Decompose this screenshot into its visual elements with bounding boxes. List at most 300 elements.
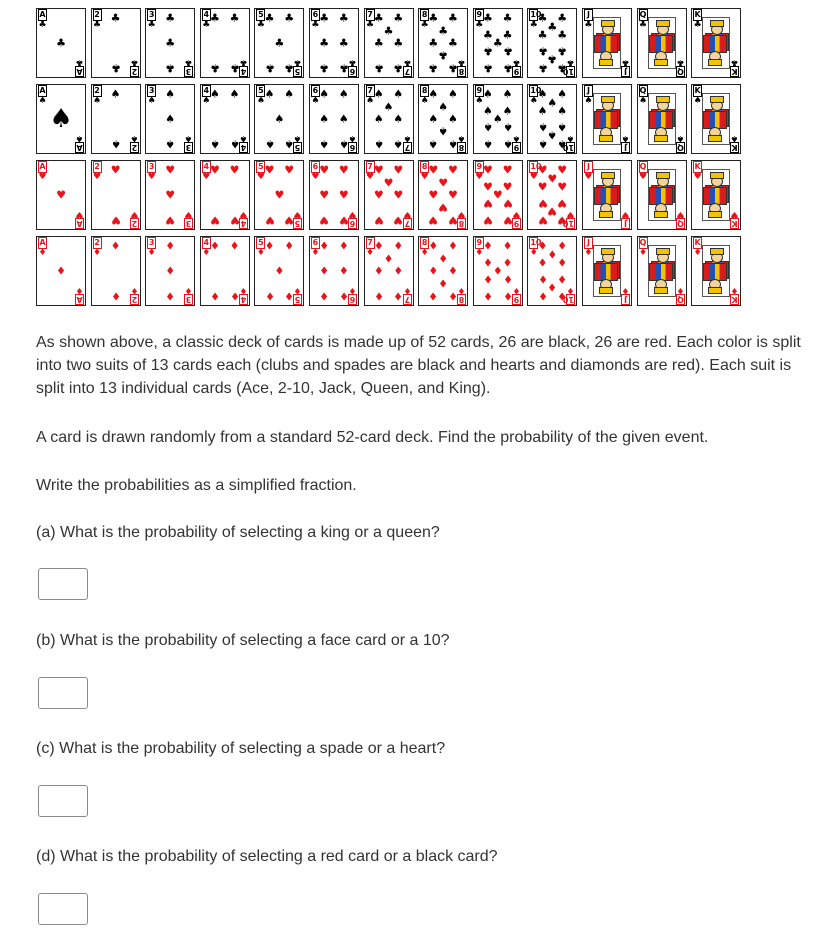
- spades-pip-icon: ♠: [393, 87, 404, 101]
- clubs-pip-icon: ♣: [448, 11, 458, 25]
- spades-pip-icon: ♠: [483, 87, 493, 101]
- playing-card: [637, 236, 687, 306]
- hearts-pip-icon: ♥: [557, 213, 568, 227]
- face-card-figure: [702, 245, 730, 297]
- clubs-pip-icon: ♣: [393, 61, 404, 75]
- face-card-figure: [648, 245, 676, 297]
- diamonds-pip-icon: ♦: [393, 289, 404, 303]
- card-corner-index: 4 ♠: [202, 86, 211, 106]
- card-corner-index-bottom: J ♦: [621, 285, 630, 304]
- card-corner-index: K ♠: [693, 86, 702, 106]
- hearts-pip-icon: ♥: [557, 180, 568, 194]
- playing-card: [200, 84, 250, 154]
- spades-pip-icon: ♠: [210, 137, 220, 151]
- diamonds-pip-icon: ♦: [338, 264, 349, 278]
- card-corner-index: Q ♠: [638, 86, 648, 106]
- diamonds-pip-icon: ♦: [537, 239, 548, 253]
- spades-pip-icon: ♠: [428, 87, 439, 101]
- hearts-pip-icon: ♥: [284, 213, 295, 227]
- clubs-pip-icon: ♣: [483, 28, 493, 42]
- clubs-pip-icon: ♣: [165, 11, 176, 25]
- spades-pip-icon: ♠: [483, 137, 493, 151]
- part-c-label: (c) What is the probability of selecting a spade or a heart?: [36, 740, 446, 757]
- spades-pip-icon: ♠: [373, 112, 384, 126]
- playing-card: [364, 84, 414, 154]
- clubs-pip-icon: ♣: [483, 61, 493, 75]
- clubs-pip-icon: ♣: [557, 28, 568, 42]
- playing-card: [36, 8, 86, 78]
- clubs-pip-icon: ♣: [165, 36, 176, 50]
- clubs-pip-icon: ♣: [373, 36, 384, 50]
- clubs-pip-icon: ♣: [483, 44, 493, 58]
- card-corner-index-bottom: 7 ♠: [403, 133, 412, 152]
- hearts-pip-icon: ♥: [438, 176, 449, 190]
- diamonds-pip-icon: ♦: [393, 264, 404, 278]
- card-corner-index-bottom: K ♥: [730, 209, 739, 228]
- card-corner-index-bottom: A ♣: [75, 57, 84, 76]
- diamonds-pip-icon: ♦: [264, 239, 275, 253]
- playing-card: [254, 236, 304, 306]
- card-corner-index-bottom: 3 ♣: [184, 57, 193, 76]
- playing-card: [582, 8, 632, 78]
- card-corner-index-bottom: Q ♣: [676, 57, 685, 76]
- card-corner-index: 6 ♠: [311, 86, 320, 106]
- instruction-text: Write the probabilities as a simplified fraction.: [36, 477, 357, 494]
- playing-card: [200, 160, 250, 230]
- card-corner-index-bottom: 7 ♦: [403, 285, 412, 304]
- card-deck-image: [36, 8, 746, 312]
- card-corner-index: K ♥: [693, 162, 702, 182]
- spades-pip-icon: ♠: [165, 137, 176, 151]
- spades-pip-icon: ♠: [229, 87, 240, 101]
- card-corner-index: 8 ♥: [420, 162, 429, 182]
- hearts-pip-icon: ♥: [428, 163, 439, 177]
- clubs-pip-icon: ♣: [274, 36, 285, 50]
- card-corner-index-bottom: 5 ♥: [293, 209, 302, 228]
- part-d-answer-input[interactable]: [38, 893, 88, 925]
- spades-pip-icon: ♠: [264, 87, 275, 101]
- diamonds-pip-icon: ♦: [165, 264, 176, 278]
- hearts-pip-icon: ♥: [537, 180, 548, 194]
- card-corner-index: 9 ♦: [475, 238, 484, 258]
- intro-paragraph: As shown above, a classic deck of cards is made up of 52 cards, 26 are black, 26 are red. Each color is split into two suits of 13 cards each (clubs and spades are black and hearts and diamonds are red). Each suit is split into 13 individual cards (Ace, 2-10, Jack, Queen, and King).: [36, 334, 801, 397]
- card-corner-index: 8 ♦: [420, 238, 429, 258]
- card-corner-index-bottom: A ♦: [75, 285, 84, 304]
- clubs-pip-icon: ♣: [502, 44, 513, 58]
- diamonds-pip-icon: ♦: [428, 289, 439, 303]
- spades-pip-icon: ♠: [502, 87, 513, 101]
- diamonds-pip-icon: ♦: [319, 239, 330, 253]
- card-corner-index: 7 ♦: [366, 238, 375, 258]
- playing-card: [36, 236, 86, 306]
- card-corner-index: 5 ♦: [256, 238, 265, 258]
- clubs-pip-icon: ♣: [502, 28, 513, 42]
- card-row-hearts: [36, 160, 746, 230]
- diamonds-pip-icon: ♦: [428, 264, 439, 278]
- spades-pip-icon: ♠: [319, 112, 330, 126]
- card-corner-index-bottom: J ♥: [621, 209, 630, 228]
- spades-pip-icon: ♠: [383, 100, 394, 114]
- card-corner-index-bottom: 8 ♥: [457, 209, 466, 228]
- clubs-pip-icon: ♣: [264, 61, 275, 75]
- face-card-figure: [648, 169, 676, 221]
- hearts-pip-icon: ♥: [393, 163, 404, 177]
- card-corner-index-bottom: 2 ♦: [130, 285, 139, 304]
- spades-pip-icon: ♠: [319, 87, 330, 101]
- hearts-pip-icon: ♥: [502, 213, 513, 227]
- playing-card: [36, 160, 86, 230]
- card-corner-index: 2 ♦: [93, 238, 102, 258]
- spades-pip-icon: ♠: [537, 104, 548, 118]
- card-corner-index-bottom: 4 ♣: [239, 57, 248, 76]
- card-corner-index: 9 ♠: [475, 86, 484, 106]
- card-corner-index-bottom: 10 ♦: [563, 285, 575, 304]
- card-corner-index: 3 ♦: [147, 238, 156, 258]
- spades-pip-icon: ♠: [448, 87, 458, 101]
- playing-card: [418, 236, 468, 306]
- diamonds-pip-icon: ♦: [537, 256, 548, 270]
- spades-pip-icon: ♠: [502, 120, 513, 134]
- diamonds-pip-icon: ♦: [428, 239, 439, 253]
- spades-pip-icon: ♠: [284, 87, 295, 101]
- playing-card: [364, 8, 414, 78]
- card-corner-index-bottom: 7 ♣: [403, 57, 412, 76]
- playing-card: [418, 84, 468, 154]
- clubs-pip-icon: ♣: [547, 20, 558, 34]
- card-corner-index-bottom: Q ♠: [676, 133, 685, 152]
- card-corner-index: 3 ♥: [147, 162, 156, 182]
- playing-card: [473, 84, 523, 154]
- playing-card: [309, 236, 359, 306]
- diamonds-pip-icon: ♦: [338, 289, 349, 303]
- spades-pip-icon: ♠: [547, 128, 558, 142]
- diamonds-pip-icon: ♦: [319, 264, 330, 278]
- diamonds-pip-icon: ♦: [319, 289, 330, 303]
- card-corner-index: 6 ♥: [311, 162, 320, 182]
- card-corner-index-bottom: A ♠: [75, 133, 84, 152]
- hearts-pip-icon: ♥: [547, 204, 558, 218]
- card-corner-index-bottom: 3 ♠: [184, 133, 193, 152]
- card-corner-index-bottom: 5 ♦: [293, 285, 302, 304]
- spades-pip-icon: ♠: [165, 87, 176, 101]
- playing-card: [254, 160, 304, 230]
- diamonds-pip-icon: ♦: [557, 239, 568, 253]
- playing-card: [200, 236, 250, 306]
- card-corner-index-bottom: 9 ♠: [512, 133, 521, 152]
- hearts-pip-icon: ♥: [492, 188, 503, 202]
- card-corner-index: 7 ♣: [366, 10, 375, 30]
- card-corner-index: 2 ♠: [93, 86, 102, 106]
- clubs-pip-icon: ♣: [483, 11, 493, 25]
- playing-card: [473, 236, 523, 306]
- face-card-figure: [593, 169, 621, 221]
- diamonds-pip-icon: ♦: [537, 289, 548, 303]
- face-card-figure: [593, 93, 621, 145]
- hearts-pip-icon: ♥: [373, 188, 384, 202]
- clubs-pip-icon: ♣: [557, 11, 568, 25]
- hearts-pip-icon: ♥: [438, 200, 449, 214]
- card-corner-index-bottom: K ♠: [730, 133, 739, 152]
- card-corner-index: J ♦: [584, 238, 593, 258]
- clubs-pip-icon: ♣: [284, 11, 295, 25]
- playing-card: [418, 160, 468, 230]
- card-corner-index-bottom: K ♣: [730, 57, 739, 76]
- clubs-pip-icon: ♣: [319, 36, 330, 50]
- diamonds-pip-icon: ♦: [483, 289, 493, 303]
- clubs-pip-icon: ♣: [229, 61, 240, 75]
- playing-card: [582, 236, 632, 306]
- spades-pip-icon: ♠: [210, 87, 220, 101]
- playing-card: [254, 8, 304, 78]
- spades-pip-icon: ♠: [483, 120, 493, 134]
- spades-pip-icon: ♠: [502, 137, 513, 151]
- spades-pip-icon: ♠: [319, 137, 330, 151]
- diamonds-pip-icon: ♦: [557, 272, 568, 286]
- card-corner-index: 4 ♦: [202, 238, 211, 258]
- card-corner-index-bottom: Q ♥: [676, 209, 685, 228]
- clubs-pip-icon: ♣: [110, 11, 121, 25]
- playing-card: [91, 84, 141, 154]
- clubs-pip-icon: ♣: [547, 52, 558, 66]
- spades-pip-icon: ♠: [448, 112, 458, 126]
- problem-content: [36, 331, 816, 865]
- diamonds-pip-icon: ♦: [557, 256, 568, 270]
- spades-pip-icon: ♠: [229, 137, 240, 151]
- spades-pip-icon: ♠: [557, 87, 568, 101]
- diamonds-pip-icon: ♦: [557, 289, 568, 303]
- clubs-pip-icon: ♣: [319, 11, 330, 25]
- card-corner-index: A ♦: [38, 238, 47, 258]
- playing-card: [418, 8, 468, 78]
- card-corner-index-bottom: 3 ♦: [184, 285, 193, 304]
- face-card-figure: [648, 93, 676, 145]
- card-corner-index-bottom: 10 ♥: [563, 209, 575, 228]
- spades-pip-icon: ♠: [483, 104, 493, 118]
- spades-pip-icon: ♠: [537, 87, 548, 101]
- card-corner-index: 3 ♣: [147, 10, 156, 30]
- hearts-pip-icon: ♥: [210, 163, 220, 177]
- diamonds-pip-icon: ♦: [383, 252, 394, 266]
- card-corner-index: 8 ♣: [420, 10, 429, 30]
- clubs-pip-icon: ♣: [428, 61, 439, 75]
- diamonds-pip-icon: ♦: [483, 256, 493, 270]
- hearts-pip-icon: ♥: [537, 163, 548, 177]
- card-corner-index-bottom: 4 ♥: [239, 209, 248, 228]
- part-b-answer-input[interactable]: [38, 677, 88, 709]
- card-corner-index-bottom: 5 ♣: [293, 57, 302, 76]
- hearts-pip-icon: ♥: [483, 213, 493, 227]
- spades-pip-icon: ♠: [537, 120, 548, 134]
- spades-pip-icon: ♠: [338, 112, 349, 126]
- clubs-pip-icon: ♣: [229, 11, 240, 25]
- playing-card: [91, 236, 141, 306]
- clubs-pip-icon: ♣: [338, 61, 349, 75]
- card-corner-index-bottom: 2 ♠: [130, 133, 139, 152]
- spades-pip-icon: ♠: [547, 96, 558, 110]
- playing-card: [473, 160, 523, 230]
- card-corner-index: 2 ♣: [93, 10, 102, 30]
- diamonds-pip-icon: ♦: [537, 272, 548, 286]
- face-card-figure: [702, 169, 730, 221]
- hearts-pip-icon: ♥: [502, 196, 513, 210]
- clubs-pip-icon: ♣: [502, 11, 513, 25]
- clubs-pip-icon: ♣: [448, 61, 458, 75]
- clubs-pip-icon: ♣: [502, 61, 513, 75]
- hearts-pip-icon: ♥: [338, 163, 349, 177]
- diamonds-pip-icon: ♦: [373, 239, 384, 253]
- card-row-clubs: [36, 8, 746, 78]
- spades-pip-icon: ♠: [448, 137, 458, 151]
- card-corner-index: 6 ♦: [311, 238, 320, 258]
- hearts-pip-icon: ♥: [393, 188, 404, 202]
- diamonds-pip-icon: ♦: [56, 264, 66, 278]
- card-corner-index: J ♥: [584, 162, 593, 182]
- clubs-pip-icon: ♣: [557, 44, 568, 58]
- card-corner-index: 10 ♥: [529, 162, 542, 182]
- hearts-pip-icon: ♥: [537, 196, 548, 210]
- diamonds-pip-icon: ♦: [547, 280, 558, 294]
- spades-pip-icon: ♠: [502, 104, 513, 118]
- playing-card: [637, 84, 687, 154]
- clubs-pip-icon: ♣: [537, 28, 548, 42]
- spades-pip-icon: ♠: [373, 137, 384, 151]
- spades-pip-icon: ♠: [165, 112, 176, 126]
- diamonds-pip-icon: ♦: [210, 289, 220, 303]
- clubs-pip-icon: ♣: [383, 24, 394, 38]
- playing-card: [527, 236, 577, 306]
- diamonds-pip-icon: ♦: [502, 256, 513, 270]
- hearts-pip-icon: ♥: [264, 163, 275, 177]
- card-corner-index: 5 ♥: [256, 162, 265, 182]
- playing-card: [582, 84, 632, 154]
- card-corner-index-bottom: A ♥: [75, 209, 84, 228]
- card-corner-index-bottom: 9 ♣: [512, 57, 521, 76]
- question-text: A card is drawn randomly from a standard 52-card deck. Find the probability of the given event.: [36, 429, 709, 446]
- hearts-pip-icon: ♥: [284, 163, 295, 177]
- diamonds-pip-icon: ♦: [264, 289, 275, 303]
- spades-pip-icon: ♠: [492, 112, 503, 126]
- face-card-figure: [648, 17, 676, 69]
- card-corner-index-bottom: 10 ♠: [563, 133, 575, 152]
- clubs-pip-icon: ♣: [373, 61, 384, 75]
- card-corner-index: 6 ♣: [311, 10, 320, 30]
- clubs-pip-icon: ♣: [492, 36, 503, 50]
- card-corner-index-bottom: 4 ♦: [239, 285, 248, 304]
- hearts-pip-icon: ♥: [338, 213, 349, 227]
- playing-card: [309, 84, 359, 154]
- card-corner-index: 4 ♣: [202, 10, 211, 30]
- spades-pip-icon: ♠: [557, 137, 568, 151]
- playing-card: [691, 236, 741, 306]
- clubs-pip-icon: ♣: [393, 11, 404, 25]
- playing-card: [200, 8, 250, 78]
- playing-card: [691, 84, 741, 154]
- spades-pip-icon: ♠: [338, 137, 349, 151]
- card-corner-index-bottom: Q ♦: [676, 285, 685, 304]
- diamonds-pip-icon: ♦: [547, 248, 558, 262]
- playing-card: [364, 160, 414, 230]
- hearts-pip-icon: ♥: [502, 163, 513, 177]
- playing-card: [637, 160, 687, 230]
- spades-pip-icon: ♠: [274, 112, 285, 126]
- card-corner-index: 10 ♣: [529, 10, 542, 30]
- clubs-pip-icon: ♣: [537, 44, 548, 58]
- playing-card: [637, 8, 687, 78]
- part-c-answer-input[interactable]: [38, 785, 88, 817]
- hearts-pip-icon: ♥: [210, 213, 220, 227]
- card-corner-index-bottom: 6 ♦: [348, 285, 357, 304]
- hearts-pip-icon: ♥: [264, 213, 275, 227]
- hearts-pip-icon: ♥: [373, 213, 384, 227]
- diamonds-pip-icon: ♦: [274, 264, 285, 278]
- hearts-pip-icon: ♥: [557, 163, 568, 177]
- clubs-pip-icon: ♣: [110, 61, 121, 75]
- spades-pip-icon: ♠: [338, 87, 349, 101]
- card-corner-index: A ♣: [38, 10, 47, 30]
- diamonds-pip-icon: ♦: [284, 289, 295, 303]
- playing-card: [309, 8, 359, 78]
- spades-pip-icon: ♠: [393, 112, 404, 126]
- diamonds-pip-icon: ♦: [110, 289, 121, 303]
- clubs-pip-icon: ♣: [393, 36, 404, 50]
- spades-pip-icon: ♠: [438, 124, 449, 138]
- spades-pip-icon: ♠: [438, 100, 449, 114]
- diamonds-pip-icon: ♦: [448, 264, 458, 278]
- card-corner-index-bottom: 3 ♥: [184, 209, 193, 228]
- hearts-pip-icon: ♥: [56, 188, 66, 202]
- diamonds-pip-icon: ♦: [110, 239, 121, 253]
- diamonds-pip-icon: ♦: [483, 272, 493, 286]
- diamonds-pip-icon: ♦: [483, 239, 493, 253]
- card-corner-index: 7 ♠: [366, 86, 375, 106]
- clubs-pip-icon: ♣: [537, 11, 548, 25]
- card-corner-index-bottom: 2 ♣: [130, 57, 139, 76]
- card-corner-index-bottom: J ♠: [621, 133, 630, 152]
- diamonds-pip-icon: ♦: [284, 239, 295, 253]
- card-corner-index-bottom: 8 ♦: [457, 285, 466, 304]
- playing-card: [527, 84, 577, 154]
- hearts-pip-icon: ♥: [165, 213, 176, 227]
- playing-card: [145, 236, 195, 306]
- spades-pip-icon: ♠: [284, 137, 295, 151]
- part-d-label: (d) What is the probability of selecting a red card or a black card?: [36, 848, 498, 865]
- spades-pip-icon: ♠: [110, 87, 121, 101]
- playing-card: [691, 160, 741, 230]
- hearts-pip-icon: ♥: [373, 163, 384, 177]
- playing-card: [145, 84, 195, 154]
- card-corner-index-bottom: 9 ♦: [512, 285, 521, 304]
- hearts-pip-icon: ♥: [557, 196, 568, 210]
- hearts-pip-icon: ♥: [448, 188, 458, 202]
- card-corner-index: Q ♥: [638, 162, 648, 182]
- playing-card: [527, 8, 577, 78]
- diamonds-pip-icon: ♦: [338, 239, 349, 253]
- hearts-pip-icon: ♥: [547, 172, 558, 186]
- hearts-pip-icon: ♥: [110, 213, 121, 227]
- playing-card: [582, 160, 632, 230]
- card-corner-index-bottom: 2 ♥: [130, 209, 139, 228]
- diamonds-pip-icon: ♦: [502, 272, 513, 286]
- diamonds-pip-icon: ♦: [229, 239, 240, 253]
- part-a-answer-input[interactable]: [38, 568, 88, 600]
- card-row-spades: [36, 84, 746, 154]
- face-card-figure: [593, 245, 621, 297]
- card-corner-index-bottom: 8 ♣: [457, 57, 466, 76]
- clubs-pip-icon: ♣: [338, 36, 349, 50]
- playing-card: [254, 84, 304, 154]
- spades-pip-icon: ♠: [537, 137, 548, 151]
- diamonds-pip-icon: ♦: [448, 239, 458, 253]
